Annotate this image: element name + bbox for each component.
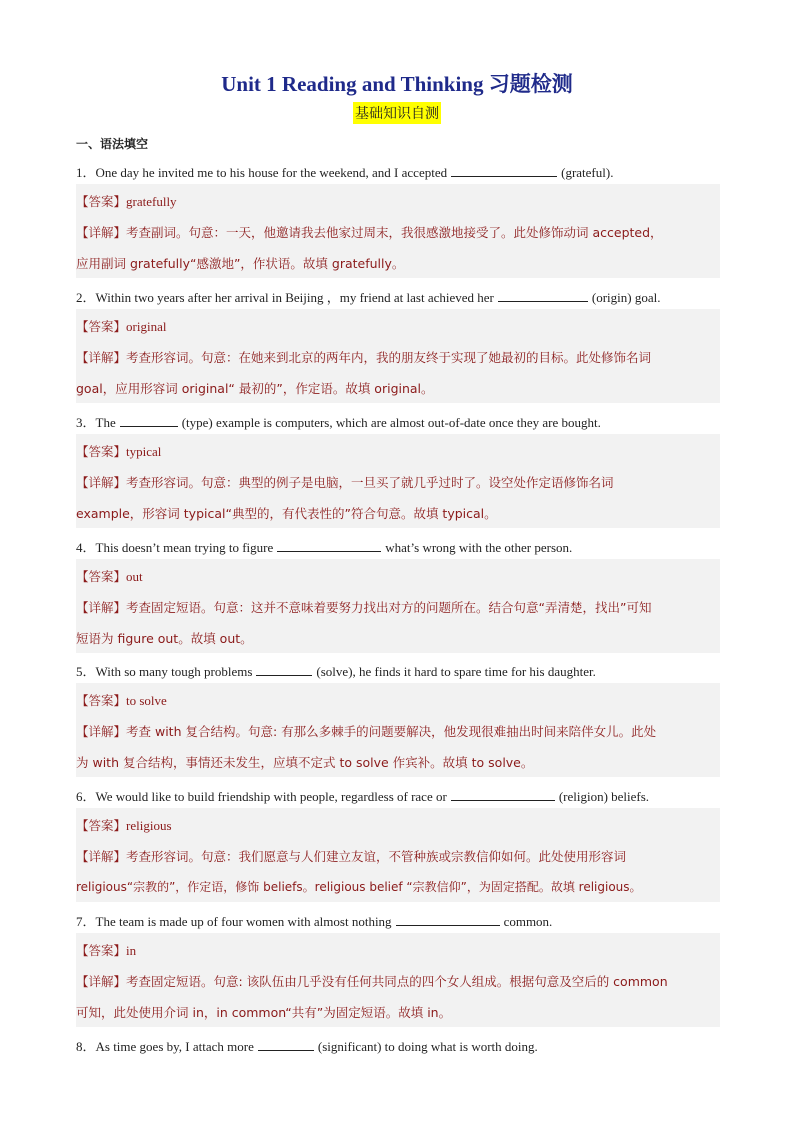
answer-box-2 bbox=[76, 309, 720, 403]
answer-blank bbox=[120, 414, 178, 427]
detail-line-1: 【详解】考查形容词。句意：典型的例子是电脑，一旦买了就几乎过时了。设空处作定语修饰名词 bbox=[76, 475, 614, 490]
answer-blank bbox=[451, 788, 555, 801]
answer-line: 【答案】typical bbox=[76, 444, 162, 459]
answer-blank bbox=[277, 539, 381, 552]
detail-line-1: 【详解】考查固定短语。句意: 该队伍由几乎没有任何共同点的四个女人组成。根据句意及空后的 common bbox=[76, 974, 668, 989]
answer-line: 【答案】gratefully bbox=[76, 194, 177, 209]
answer-line: 【答案】in bbox=[76, 943, 137, 958]
question-6: 6．We would like to build friendship with people, regardless of race or (religion) beliefs. bbox=[76, 789, 650, 804]
answer-box-6 bbox=[76, 808, 720, 902]
detail-line-2: example，形容词 typical“典型的，有代表性的”符合句意。故填 typical。 bbox=[76, 506, 497, 521]
page-title: Unit 1 Reading and Thinking 习题检测 bbox=[221, 72, 573, 96]
detail-line-1: 【详解】考查形容词。句意：我们愿意与人们建立友谊，不管种族或宗教信仰如何。此处使用形容词 bbox=[76, 849, 627, 864]
answer-line: 【答案】original bbox=[76, 319, 167, 334]
answer-blank bbox=[396, 913, 500, 926]
answer-box-4 bbox=[76, 559, 720, 653]
answer-line: 【答案】out bbox=[76, 569, 143, 584]
answer-blank bbox=[258, 1038, 314, 1051]
answer-box-7 bbox=[76, 933, 720, 1027]
section-heading: 一、语法填空 bbox=[76, 137, 149, 151]
detail-line-2: 短语为 figure out。故填 out。 bbox=[76, 631, 253, 646]
subtitle-wrap bbox=[0, 102, 794, 124]
answer-line: 【答案】religious bbox=[76, 818, 172, 833]
answer-blank bbox=[498, 289, 588, 302]
answer-box-5 bbox=[76, 683, 720, 777]
answer-blank bbox=[451, 164, 557, 177]
detail-line-2: 应用副词 gratefully“感激地”，作状语。故填 gratefully。 bbox=[76, 256, 405, 271]
question-5: 5．With so many tough problems (solve), he finds it hard to spare time for his daughter. bbox=[76, 664, 596, 679]
answer-line: 【答案】to solve bbox=[76, 693, 167, 708]
detail-line-1: 【详解】考查固定短语。句意：这并不意味着要努力找出对方的问题所在。结合句意“弄清楚，找出”可知 bbox=[76, 600, 652, 615]
question-1: 1．One day he invited me to his house for the weekend, and I accepted (grateful). bbox=[76, 165, 614, 180]
detail-line-2: religious“宗教的”，作定语，修饰 beliefs。religious belief “宗教信仰”，为固定搭配。故填 religious。 bbox=[76, 880, 642, 894]
question-2: 2．Within two years after her arrival in Beijing ，my friend at last achieved her (origin) goal. bbox=[76, 290, 661, 305]
detail-line-1: 【详解】考查副词。句意：一天，他邀请我去他家过周末，我很感激地接受了。此处修饰动词 accepted， bbox=[76, 225, 663, 240]
question-7: 7．The team is made up of four women with almost nothing common. bbox=[76, 914, 553, 929]
detail-line-1: 【详解】考查形容词。句意：在她来到北京的两年内，我的朋友终于实现了她最初的目标。此处修饰名词 bbox=[76, 350, 652, 365]
question-4: 4．This doesn’t mean trying to figure what’s wrong with the other person. bbox=[76, 540, 573, 555]
page-subtitle: 基础知识自测 bbox=[353, 102, 441, 124]
detail-line-1: 【详解】考查 with 复合结构。句意: 有那么多棘手的问题要解决，他发现很难抽出时间来陪伴女儿。此处 bbox=[76, 724, 657, 739]
answer-blank bbox=[256, 663, 312, 676]
question-3: 3．The (type) example is computers, which are almost out-of-date once they are bought. bbox=[76, 415, 601, 430]
answer-box-1 bbox=[76, 184, 720, 278]
answer-box-3 bbox=[76, 434, 720, 528]
detail-line-2: goal，应用形容词 original“ 最初的”，作定语。故填 original。 bbox=[76, 381, 434, 396]
detail-line-2: 可知，此处使用介词 in，in common“共有”为固定短语。故填 in。 bbox=[76, 1005, 452, 1020]
detail-line-2: 为 with 复合结构，事情还未发生，应填不定式 to solve 作宾补。故填 to solve。 bbox=[76, 755, 534, 770]
question-8: 8．As time goes by, I attach more (significant) to doing what is worth doing. bbox=[76, 1039, 538, 1054]
